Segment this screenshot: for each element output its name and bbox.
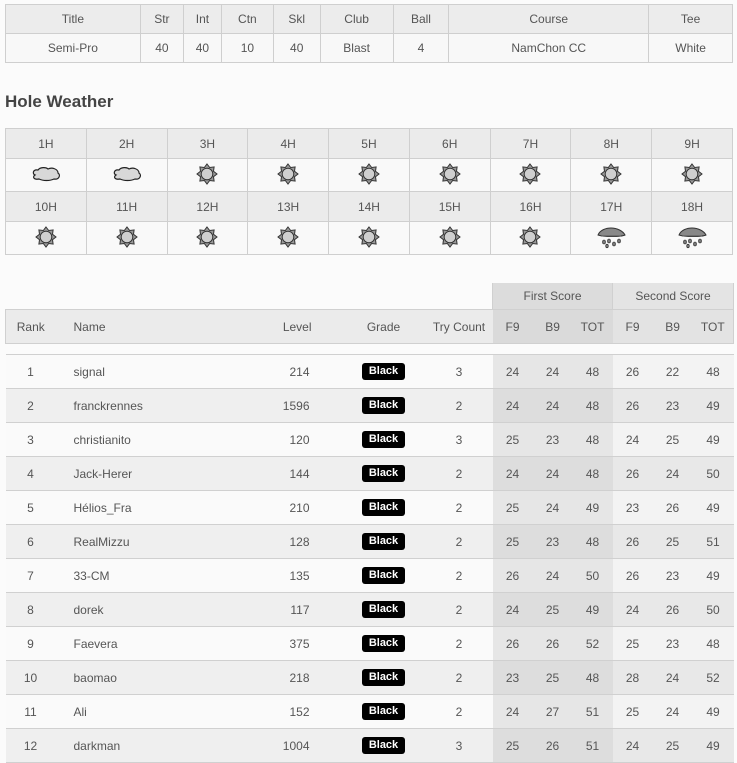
hole-weather-title: Hole Weather <box>5 92 114 111</box>
player-name[interactable]: 33-CM <box>56 559 224 593</box>
grade-cell <box>342 729 426 763</box>
sun-icon <box>519 226 541 251</box>
second-f9-cell: 23 <box>613 491 653 525</box>
first-b9-cell: 26 <box>533 729 573 763</box>
player-name[interactable]: franckrennes <box>56 389 224 423</box>
rank-cell: 2 <box>6 389 56 423</box>
second-f9-column-header[interactable]: F9 <box>613 310 653 344</box>
second-b9-cell: 23 <box>653 559 693 593</box>
ranking-row <box>6 661 734 695</box>
grade-cell <box>342 695 426 729</box>
grade-badge: Black <box>362 635 405 652</box>
first-f9-cell: 26 <box>493 627 533 661</box>
hole-label: 7H <box>490 129 571 159</box>
rank-cell: 3 <box>6 423 56 457</box>
try-count-cell: 2 <box>426 661 493 695</box>
sun-icon <box>600 163 622 188</box>
hole-weather-cell <box>409 222 490 255</box>
first-tot-cell: 48 <box>573 525 613 559</box>
second-tot-cell: 49 <box>693 491 734 525</box>
second-b9-cell: 26 <box>653 593 693 627</box>
second-b9-column-header[interactable]: B9 <box>653 310 693 344</box>
sun-icon <box>358 226 380 251</box>
sun-icon <box>277 163 299 188</box>
hole-label: 9H <box>652 129 733 159</box>
try-count-cell: 2 <box>426 695 493 729</box>
second-f9-cell: 26 <box>613 355 653 389</box>
try-count-cell: 3 <box>426 355 493 389</box>
info-header-tee: Tee <box>649 5 733 34</box>
rank-cell: 10 <box>6 661 56 695</box>
rank-cell: 12 <box>6 729 56 763</box>
second-b9-cell: 26 <box>653 491 693 525</box>
player-name[interactable]: RealMizzu <box>56 525 224 559</box>
hole-weather-cell <box>248 159 329 192</box>
grade-cell <box>342 627 426 661</box>
try-count-cell: 2 <box>426 593 493 627</box>
player-name[interactable]: baomao <box>56 661 224 695</box>
hole-label: 8H <box>571 129 652 159</box>
ranking-row <box>6 423 734 457</box>
player-name[interactable]: Ali <box>56 695 224 729</box>
second-b9-cell: 24 <box>653 661 693 695</box>
try-count-cell: 2 <box>426 559 493 593</box>
second-b9-cell: 22 <box>653 355 693 389</box>
hole-weather-cell <box>86 159 167 192</box>
second-b9-cell: 25 <box>653 729 693 763</box>
hole-label: 14H <box>329 192 410 222</box>
rain-icon <box>595 225 627 252</box>
second-tot-cell: 50 <box>693 457 734 491</box>
try-count-cell: 2 <box>426 457 493 491</box>
first-f9-cell: 24 <box>493 593 533 627</box>
first-tot-cell: 50 <box>573 559 613 593</box>
grade-badge: Black <box>362 465 405 482</box>
first-b9-cell: 23 <box>533 423 573 457</box>
info-value-club: Blast <box>320 34 393 63</box>
hole-weather-cell <box>329 159 410 192</box>
grade-cell <box>342 593 426 627</box>
grade-badge: Black <box>362 499 405 516</box>
second-b9-cell: 23 <box>653 627 693 661</box>
first-f9-cell: 23 <box>493 661 533 695</box>
try-count-cell: 2 <box>426 627 493 661</box>
second-tot-cell: 49 <box>693 559 734 593</box>
level-cell: 144 <box>224 457 342 491</box>
rank-column-header[interactable]: Rank <box>6 310 56 344</box>
player-name[interactable]: Faevera <box>56 627 224 661</box>
second-b9-cell: 25 <box>653 423 693 457</box>
second-tot-cell: 51 <box>693 525 734 559</box>
second-tot-cell: 48 <box>693 355 734 389</box>
try-count-cell: 2 <box>426 389 493 423</box>
second-b9-cell: 25 <box>653 525 693 559</box>
rank-cell: 9 <box>6 627 56 661</box>
first-f9-column-header[interactable]: F9 <box>493 310 533 344</box>
player-info-header-row <box>6 5 733 34</box>
grade-badge: Black <box>362 431 405 448</box>
ranking-row <box>6 593 734 627</box>
info-header-course: Course <box>449 5 649 34</box>
second-tot-cell: 52 <box>693 661 734 695</box>
level-cell: 210 <box>224 491 342 525</box>
ranking-row <box>6 559 734 593</box>
hole-label: 5H <box>329 129 410 159</box>
hole-weather-cell <box>652 222 733 255</box>
hole-label: 17H <box>571 192 652 222</box>
grade-badge: Black <box>362 601 405 618</box>
ranking-row <box>6 525 734 559</box>
grade-cell <box>342 525 426 559</box>
hole-weather-cell <box>6 159 87 192</box>
sun-icon <box>439 163 461 188</box>
first-tot-cell: 48 <box>573 457 613 491</box>
first-tot-cell: 49 <box>573 593 613 627</box>
first-b9-cell: 23 <box>533 525 573 559</box>
grade-column-header[interactable]: Grade <box>342 310 426 344</box>
rain-icon <box>676 225 708 252</box>
level-cell: 128 <box>224 525 342 559</box>
second-score-group-header: Second Score <box>613 283 734 310</box>
level-column-header[interactable]: Level <box>224 310 342 344</box>
first-tot-cell: 52 <box>573 627 613 661</box>
first-tot-cell: 48 <box>573 389 613 423</box>
hole-label: 10H <box>6 192 87 222</box>
hole-label: 1H <box>6 129 87 159</box>
first-b9-cell: 24 <box>533 491 573 525</box>
first-b9-cell: 25 <box>533 661 573 695</box>
ranking-row <box>6 491 734 525</box>
try-count-cell: 3 <box>426 423 493 457</box>
hole-weather-cell <box>571 159 652 192</box>
info-value-int: 40 <box>183 34 221 63</box>
info-header-club: Club <box>320 5 393 34</box>
rank-cell: 11 <box>6 695 56 729</box>
ranking-row <box>6 695 734 729</box>
info-header-ctn: Ctn <box>221 5 273 34</box>
grade-cell <box>342 355 426 389</box>
grade-cell <box>342 389 426 423</box>
level-cell: 214 <box>224 355 342 389</box>
second-f9-cell: 25 <box>613 695 653 729</box>
try-count-cell: 3 <box>426 729 493 763</box>
grade-badge: Black <box>362 703 405 720</box>
rank-cell: 7 <box>6 559 56 593</box>
player-name[interactable]: Hélios_Fra <box>56 491 224 525</box>
name-column-header[interactable]: Name <box>56 310 224 344</box>
sun-icon <box>35 226 57 251</box>
cloud-icon <box>31 165 61 186</box>
second-f9-cell: 26 <box>613 457 653 491</box>
rank-cell: 1 <box>6 355 56 389</box>
sun-icon <box>519 163 541 188</box>
second-b9-cell: 24 <box>653 695 693 729</box>
hole-weather-cell <box>571 222 652 255</box>
info-header-ball: Ball <box>393 5 449 34</box>
hole-label-row <box>6 192 733 222</box>
try-count-column-header[interactable]: Try Count <box>426 310 493 344</box>
ranking-row <box>6 627 734 661</box>
first-tot-cell: 49 <box>573 491 613 525</box>
level-cell: 120 <box>224 423 342 457</box>
second-tot-cell: 49 <box>693 389 734 423</box>
first-tot-cell: 51 <box>573 695 613 729</box>
first-b9-cell: 24 <box>533 559 573 593</box>
hole-weather-cell <box>490 159 571 192</box>
first-f9-cell: 25 <box>493 729 533 763</box>
grade-cell <box>342 559 426 593</box>
grade-badge: Black <box>362 567 405 584</box>
cloud-icon <box>112 165 142 186</box>
info-value-str: 40 <box>140 34 183 63</box>
hole-weather-cell <box>490 222 571 255</box>
grade-cell <box>342 423 426 457</box>
first-f9-cell: 24 <box>493 355 533 389</box>
second-f9-cell: 26 <box>613 525 653 559</box>
info-value-tee: White <box>649 34 733 63</box>
grade-badge: Black <box>362 533 405 550</box>
ranking-row <box>6 355 734 389</box>
player-name[interactable]: signal <box>56 355 224 389</box>
hole-label: 2H <box>86 129 167 159</box>
rank-cell: 4 <box>6 457 56 491</box>
header-spacer <box>6 344 734 355</box>
second-f9-cell: 24 <box>613 593 653 627</box>
second-tot-cell: 49 <box>693 729 734 763</box>
second-f9-cell: 25 <box>613 627 653 661</box>
second-b9-cell: 24 <box>653 457 693 491</box>
first-f9-cell: 25 <box>493 491 533 525</box>
hole-weather-cell <box>329 222 410 255</box>
first-b9-column-header[interactable]: B9 <box>533 310 573 344</box>
first-b9-cell: 24 <box>533 355 573 389</box>
hole-label: 13H <box>248 192 329 222</box>
info-header-int: Int <box>183 5 221 34</box>
sun-icon <box>116 226 138 251</box>
rank-cell: 6 <box>6 525 56 559</box>
level-cell: 218 <box>224 661 342 695</box>
sun-icon <box>681 163 703 188</box>
second-f9-cell: 28 <box>613 661 653 695</box>
sun-icon <box>196 226 218 251</box>
sun-icon <box>439 226 461 251</box>
grade-badge: Black <box>362 737 405 754</box>
second-tot-cell: 49 <box>693 423 734 457</box>
weather-icon-row <box>6 222 733 255</box>
first-b9-cell: 26 <box>533 627 573 661</box>
rank-cell: 8 <box>6 593 56 627</box>
hole-label: 3H <box>167 129 248 159</box>
level-cell: 135 <box>224 559 342 593</box>
info-header-str: Str <box>140 5 183 34</box>
first-f9-cell: 24 <box>493 457 533 491</box>
hole-label-row <box>6 129 733 159</box>
info-header-skl: Skl <box>273 5 320 34</box>
grade-cell <box>342 661 426 695</box>
weather-icon-row <box>6 159 733 192</box>
level-cell: 1004 <box>224 729 342 763</box>
player-name[interactable]: christianito <box>56 423 224 457</box>
hole-weather-cell <box>248 222 329 255</box>
second-tot-cell: 50 <box>693 593 734 627</box>
first-b9-cell: 24 <box>533 457 573 491</box>
grade-badge: Black <box>362 397 405 414</box>
hole-weather-cell <box>409 159 490 192</box>
grade-badge: Black <box>362 669 405 686</box>
level-cell: 375 <box>224 627 342 661</box>
player-info-value-row <box>6 34 733 63</box>
info-value-course: NamChon CC <box>449 34 649 63</box>
hole-weather-table <box>5 128 733 255</box>
sun-icon <box>196 163 218 188</box>
first-f9-cell: 25 <box>493 423 533 457</box>
hole-label: 15H <box>409 192 490 222</box>
info-value-skl: 40 <box>273 34 320 63</box>
second-b9-cell: 23 <box>653 389 693 423</box>
hole-label: 12H <box>167 192 248 222</box>
grade-cell <box>342 491 426 525</box>
first-tot-cell: 48 <box>573 355 613 389</box>
level-cell: 152 <box>224 695 342 729</box>
first-b9-cell: 27 <box>533 695 573 729</box>
hole-label: 11H <box>86 192 167 222</box>
player-name[interactable]: darkman <box>56 729 224 763</box>
rank-cell: 5 <box>6 491 56 525</box>
info-header-title: Title <box>6 5 141 34</box>
first-tot-column-header[interactable]: TOT <box>573 310 613 344</box>
second-tot-cell: 49 <box>693 695 734 729</box>
hole-weather-cell <box>652 159 733 192</box>
first-f9-cell: 24 <box>493 389 533 423</box>
second-f9-cell: 26 <box>613 559 653 593</box>
grade-badge: Black <box>362 363 405 380</box>
ranking-table <box>5 283 734 763</box>
ranking-row <box>6 729 734 763</box>
info-value-title: Semi-Pro <box>6 34 141 63</box>
ranking-row <box>6 457 734 491</box>
level-cell: 1596 <box>224 389 342 423</box>
player-info-table <box>5 4 733 63</box>
first-f9-cell: 25 <box>493 525 533 559</box>
hole-label: 4H <box>248 129 329 159</box>
hole-weather-cell <box>167 222 248 255</box>
hole-label: 16H <box>490 192 571 222</box>
level-cell: 117 <box>224 593 342 627</box>
second-tot-column-header[interactable]: TOT <box>693 310 734 344</box>
hole-label: 6H <box>409 129 490 159</box>
hole-weather-cell <box>86 222 167 255</box>
second-tot-cell: 48 <box>693 627 734 661</box>
first-tot-cell: 48 <box>573 661 613 695</box>
first-score-group-header: First Score <box>493 283 613 310</box>
try-count-cell: 2 <box>426 491 493 525</box>
hole-weather-cell <box>6 222 87 255</box>
first-tot-cell: 51 <box>573 729 613 763</box>
try-count-cell: 2 <box>426 525 493 559</box>
first-b9-cell: 25 <box>533 593 573 627</box>
first-f9-cell: 24 <box>493 695 533 729</box>
second-f9-cell: 26 <box>613 389 653 423</box>
grade-cell <box>342 457 426 491</box>
second-f9-cell: 24 <box>613 423 653 457</box>
sun-icon <box>358 163 380 188</box>
player-name[interactable]: Jack-Herer <box>56 457 224 491</box>
sun-icon <box>277 226 299 251</box>
info-value-ball: 4 <box>393 34 449 63</box>
hole-weather-cell <box>167 159 248 192</box>
second-f9-cell: 24 <box>613 729 653 763</box>
first-f9-cell: 26 <box>493 559 533 593</box>
hole-label: 18H <box>652 192 733 222</box>
first-b9-cell: 24 <box>533 389 573 423</box>
first-tot-cell: 48 <box>573 423 613 457</box>
info-value-ctn: 10 <box>221 34 273 63</box>
player-name[interactable]: dorek <box>56 593 224 627</box>
ranking-row <box>6 389 734 423</box>
